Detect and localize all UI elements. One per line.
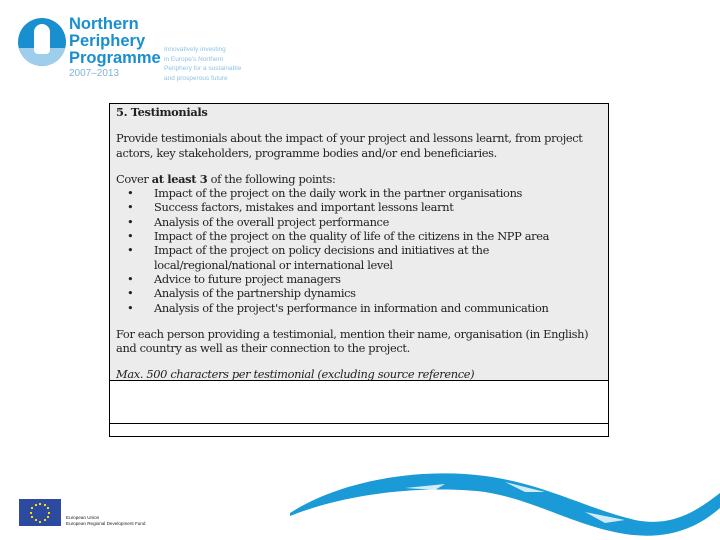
logo-line: Programme	[69, 49, 161, 67]
eu-star-icon	[47, 516, 49, 518]
logo-years: 2007–2013	[69, 68, 120, 79]
eu-star-icon	[39, 503, 41, 505]
eu-star-icon	[30, 512, 32, 514]
tagline-line: in Europe's Northern	[164, 55, 224, 63]
eu-star-icon	[35, 504, 37, 506]
section-title: 5. Testimonials	[116, 105, 208, 119]
list-item: • Analysis of the project's performance in information and communication	[154, 301, 608, 315]
tagline-line: and prosperous future	[164, 74, 228, 82]
decorative-wave	[285, 468, 720, 540]
eu-star-icon	[35, 519, 37, 521]
eu-star-icon	[44, 519, 46, 521]
list-item: • Advice to future project managers	[154, 272, 608, 286]
intro-text: Provide testimonials about the impact of your project and lessons learnt, from project actors, key stakeholders, programme bodies and/or end beneficiaries.	[116, 131, 583, 160]
list-item: • Impact of the project on policy decisions and initiatives at the local/regional/national or international level	[154, 243, 602, 272]
list-item: • Impact of the project on the daily work in the partner organisations	[154, 186, 608, 200]
empty-row[interactable]	[110, 423, 608, 437]
tagline-line: Innovatively investing	[164, 46, 226, 53]
eu-star-icon	[31, 507, 33, 509]
list-item: • Impact of the project on the quality of life of the citizens in the NPP area	[154, 229, 608, 243]
logo-emblem-icon	[18, 18, 66, 66]
testimonial-input-cell[interactable]	[110, 381, 608, 423]
list-item: • Success factors, mistakes and important lessons learnt	[154, 200, 608, 214]
logo-line: Northern	[69, 15, 139, 33]
eu-flag-icon	[19, 499, 61, 526]
logo-line: Periphery	[69, 32, 146, 50]
eu-star-icon	[39, 521, 41, 523]
eu-line: European Regional Development Fund	[66, 521, 146, 526]
eu-line: European Union	[66, 515, 100, 520]
eu-star-icon	[31, 516, 33, 518]
eu-star-icon	[44, 504, 46, 506]
list-item: • Analysis of the overall project performance	[154, 215, 608, 229]
eu-star-icon	[48, 512, 50, 514]
list-item: • Analysis of the partnership dynamics	[154, 286, 608, 300]
testimonials-form-table	[109, 103, 609, 437]
eu-star-icon	[47, 507, 49, 509]
tagline-line: Periphery for a sustainable	[164, 65, 242, 72]
points-list	[116, 186, 608, 315]
logo-wordmark	[69, 16, 161, 67]
instructions-cell	[110, 104, 608, 381]
cover-text: Cover at least 3 of the following points:	[116, 171, 336, 186]
max-chars-note: Max. 500 characters per testimonial (excluding source reference)	[116, 367, 475, 382]
each-person-text: For each person providing a testimonial, mention their name, organisation (in English) and country as well as their connection to the project.	[116, 326, 589, 356]
logo-tagline	[164, 45, 241, 83]
npp-logo	[16, 14, 256, 84]
eu-fund-label	[66, 515, 145, 527]
